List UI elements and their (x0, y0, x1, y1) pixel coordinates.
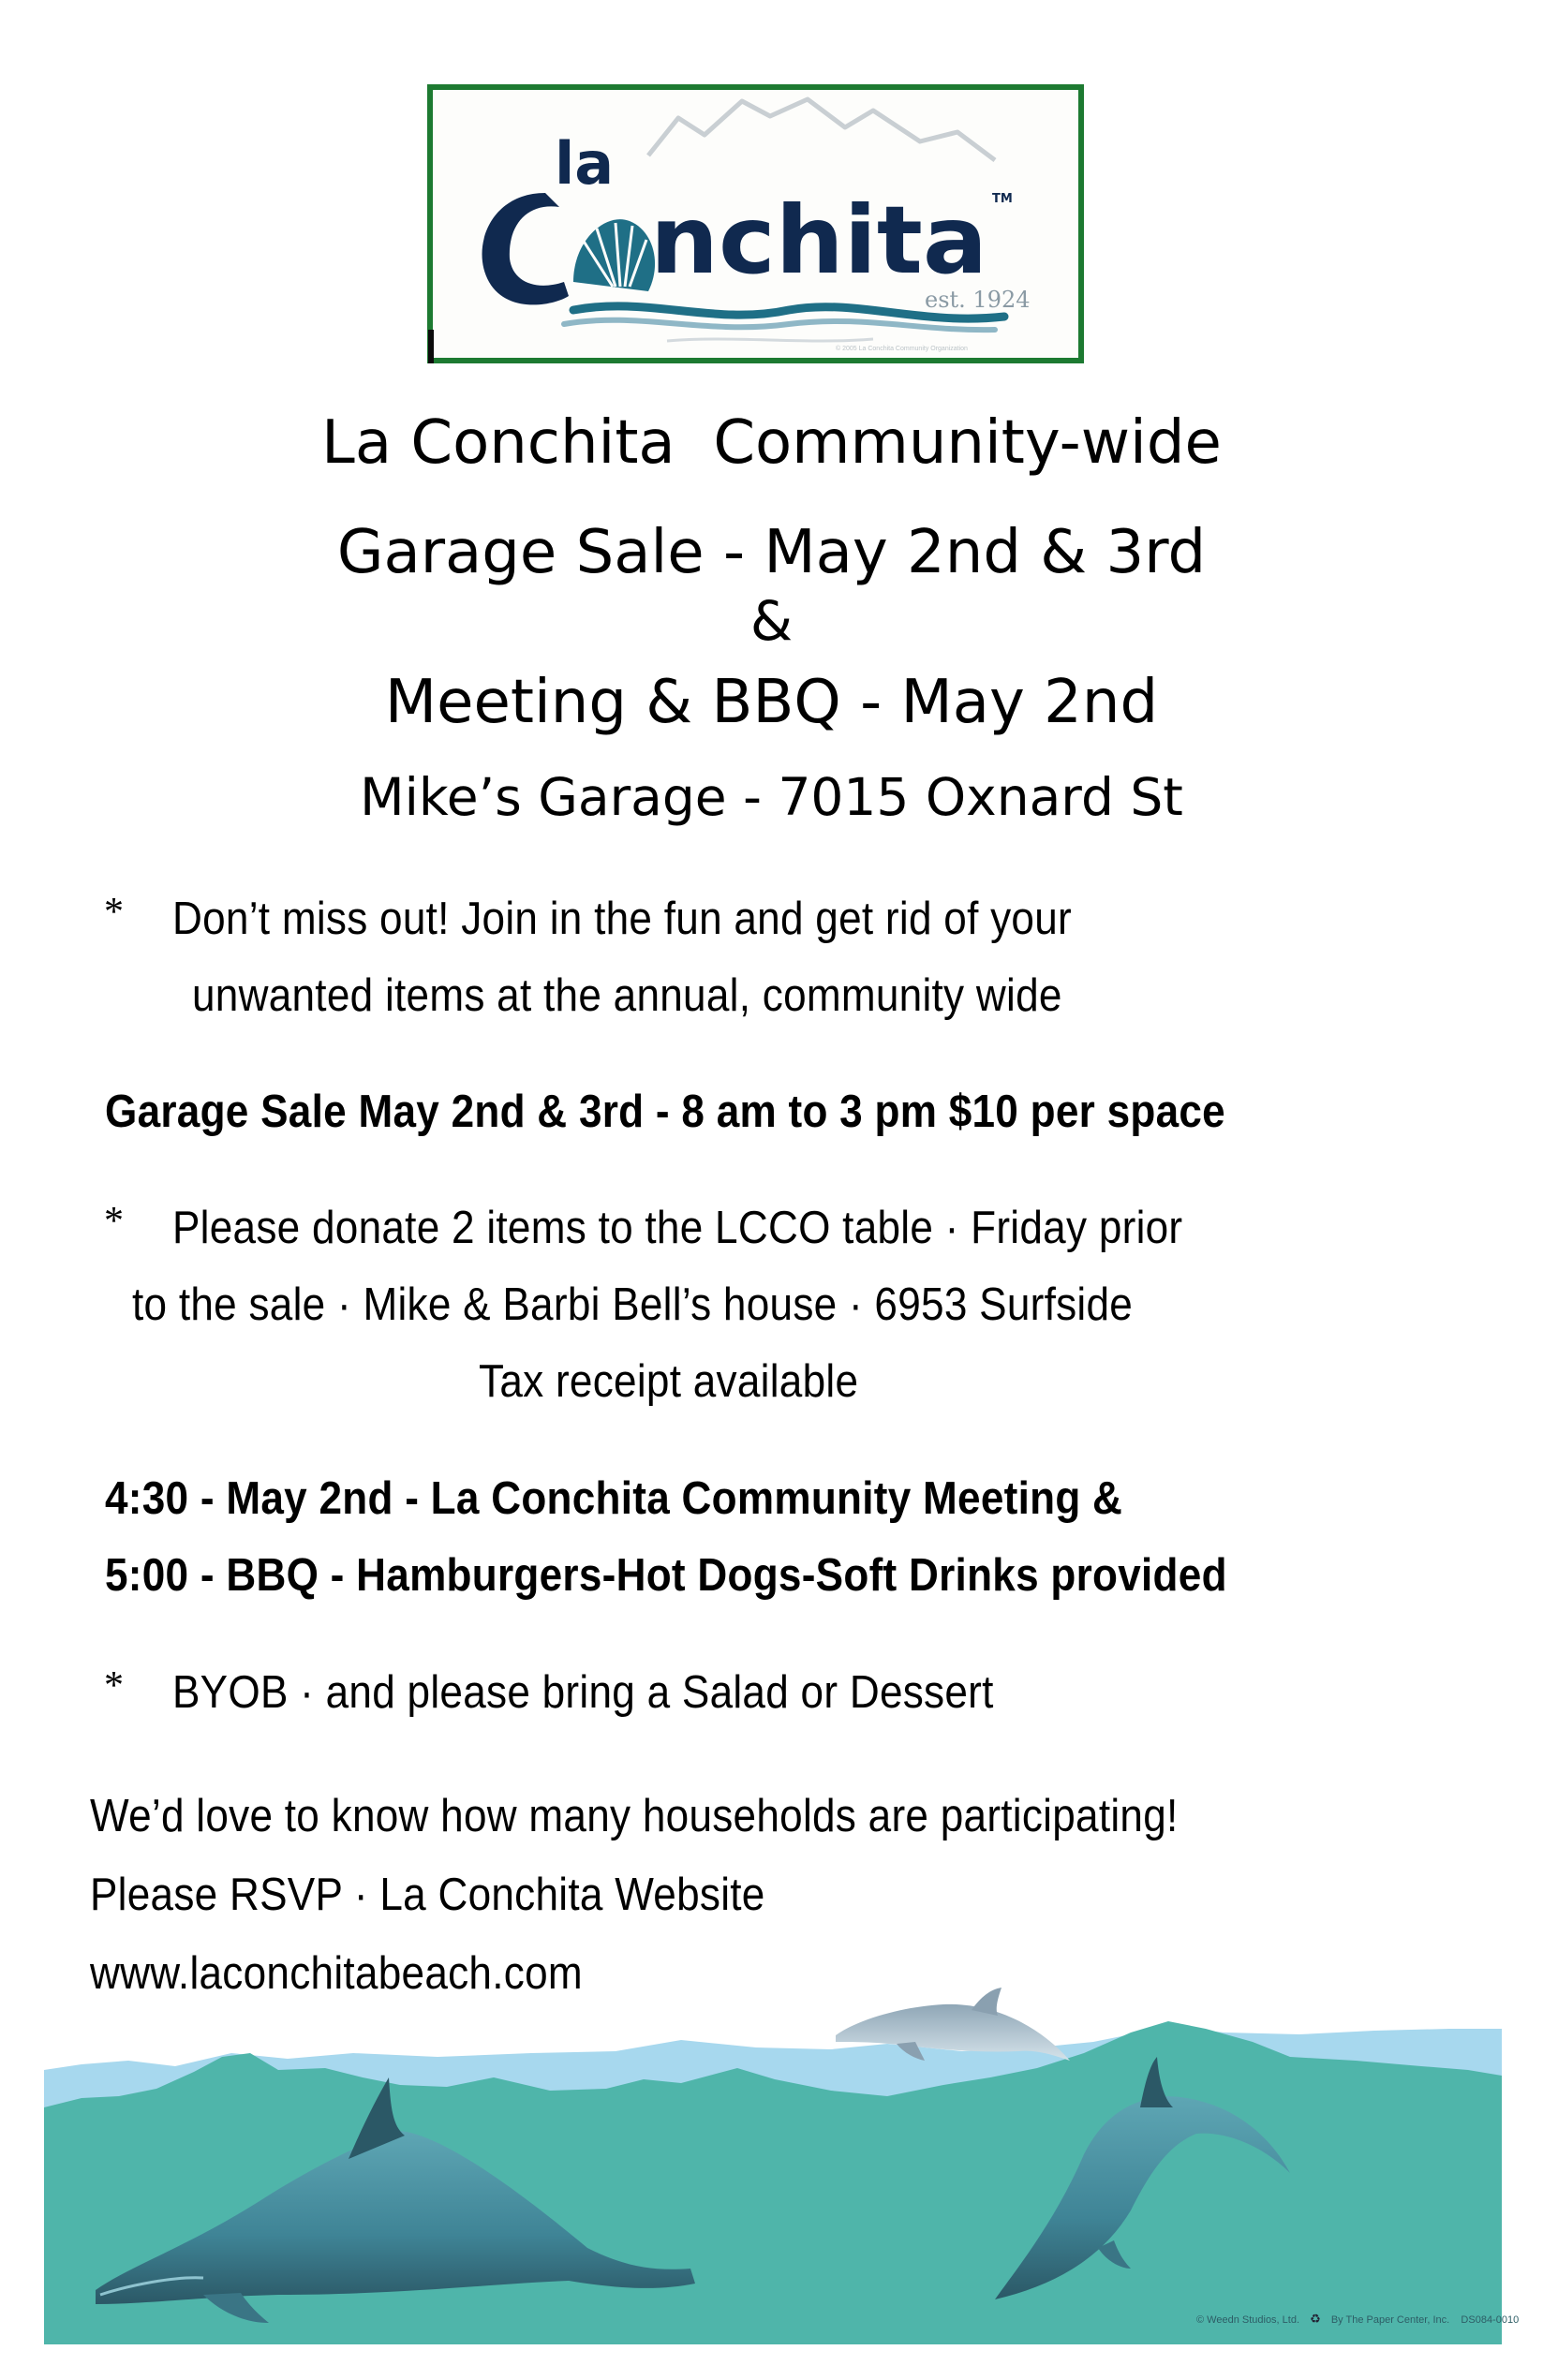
intro-line-1: Don’t miss out! Join in the fun and get rid of your (172, 894, 1072, 944)
headline-location: Mike’s Garage - 7015 Oxnard St (360, 767, 1183, 827)
logo-wordmark-text: nchita (650, 185, 987, 295)
recycle-icon: ♻ (1310, 2312, 1321, 2326)
garage-sale-details: Garage Sale May 2nd & 3rd - 8 am to 3 pm $10 per space (105, 1087, 1225, 1137)
headline-meeting-bbq: Meeting & BBQ - May 2nd (384, 668, 1159, 737)
art-credit-code: DS084-0010 (1461, 2314, 1520, 2326)
meeting-time-line: 4:30 - May 2nd - La Conchita Community Meeting & (105, 1473, 1123, 1524)
logo-established: est. 1924 (925, 287, 1031, 313)
rsvp-website-line: Please RSVP · La Conchita Website (90, 1870, 765, 1920)
letter-c-shape (482, 193, 570, 304)
headline-garage-sale-dates: Garage Sale - May 2nd & 3rd (336, 518, 1207, 587)
intro-line-2: unwanted items at the annual, community wide (192, 970, 1062, 1021)
art-credit-middle: By The Paper Center, Inc. (1330, 2314, 1450, 2326)
logo-copyright-small: © 2005 La Conchita Community Organization (836, 346, 968, 352)
art-credit-line (1196, 2312, 1519, 2327)
website-url: www.laconchitabeach.com (90, 1948, 583, 1999)
bbq-time-line: 5:00 - BBQ - Hamburgers-Hot Dogs-Soft Drinks provided (105, 1550, 1227, 1601)
logo-frame (427, 84, 1084, 363)
art-credit-left: © Weedn Studios, Ltd. (1196, 2314, 1300, 2326)
ocean-dolphins-illustration (44, 1967, 1502, 2344)
logo-la-text: la (555, 129, 615, 198)
byob-line: BYOB · and please bring a Salad or Dessert (172, 1667, 994, 1718)
tax-receipt-note: Tax receipt available (479, 1356, 859, 1407)
headline-ampersand: & (749, 589, 794, 653)
logo-corner-mark (428, 330, 434, 363)
la-conchita-logo (433, 90, 1078, 358)
rsvp-invite-line: We’d love to know how many households are participating! (90, 1791, 1179, 1841)
donate-line-1: Please donate 2 items to the LCCO table · Friday prior (172, 1203, 1183, 1253)
headline-community-wide: La Conchita Community-wide (321, 408, 1222, 478)
mountain-outline-icon (648, 99, 995, 160)
bullet-asterisk: * (104, 1200, 124, 1243)
bullet-asterisk: * (104, 891, 124, 934)
bullet-asterisk: * (104, 1664, 124, 1707)
logo-trademark: TM (992, 192, 1013, 206)
scallop-shell-icon (573, 219, 655, 291)
donate-line-2: to the sale · Mike & Barbi Bell’s house · 6953 Surfside (132, 1279, 1134, 1330)
